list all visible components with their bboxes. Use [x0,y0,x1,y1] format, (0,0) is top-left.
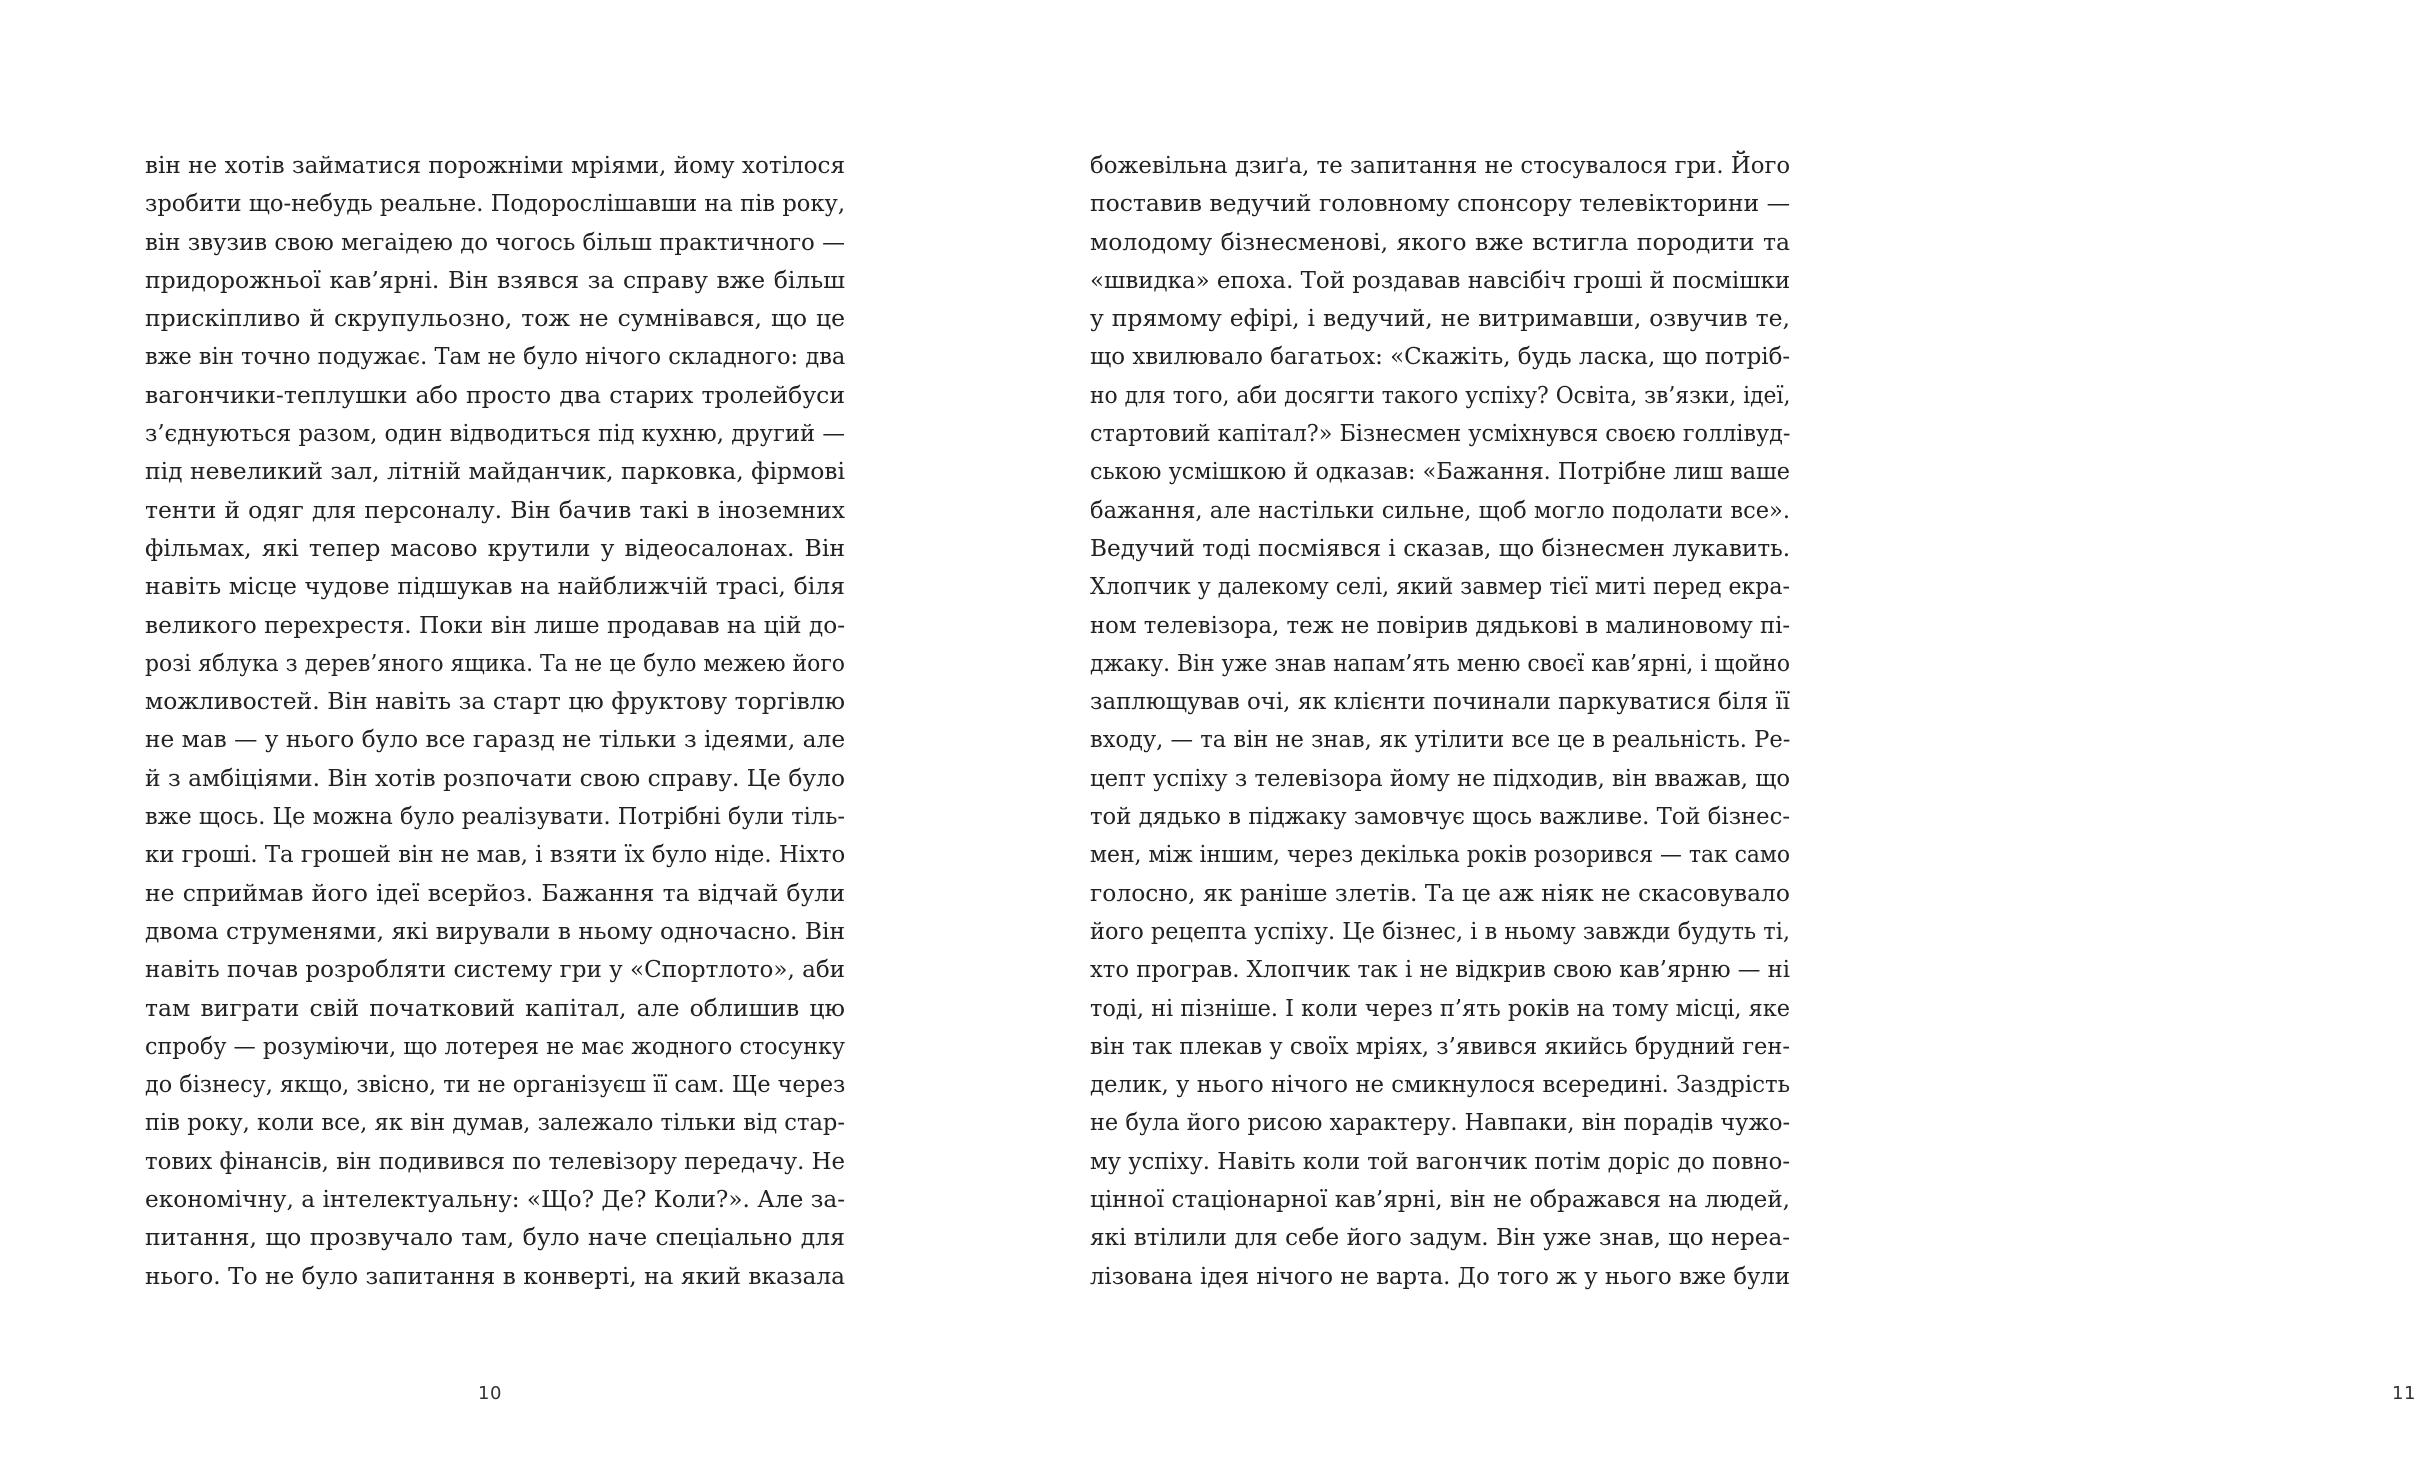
text-line: до бізнесу, якщо, звісно, ти не організуєш її сам. Ще через [145,1070,846,1099]
text-line: зробити що-небудь реальне. Подорослішавши на пів року, [145,189,845,218]
text-line: ською усмішкою й одказав: «Бажання. Потрібне лиш ваше [1090,457,1790,486]
text-line: вагончики-теплушки або просто два старих тролейбуси [145,380,845,409]
left-page-text [145,146,845,1295]
text-line: хто програв. Хлопчик так і не відкрив свою кав’ярню — ні [1090,955,1791,984]
text-line: не була його рисою характеру. Навпаки, він порадів чужо- [1090,1108,1791,1137]
text-line: які втілили для себе його задум. Він уже знав, що нереа- [1090,1223,1790,1252]
text-line: спробу — розуміючи, що лотерея не має жодного стосунку [145,1031,845,1060]
text-line: тенти й одяг для персоналу. Він бачив такі в іноземних [145,495,845,524]
text-line: ки гроші. Та грошей він не мав, і взяти їх було ніде. Ніхто [145,840,846,869]
text-line: він звузив свою мегаідею до чогось більш практичного — [145,227,845,256]
text-line: заплющував очі, як клієнти починали паркуватися біля її [1090,687,1790,716]
text-line: у прямому ефірі, і ведучий, не витримавши, озвучив те, [1090,304,1790,333]
text-line: його рецепта успіху. Це бізнес, і в ньому завжди будуть ті, [1090,916,1790,945]
left-page [0,0,960,1477]
text-line: економічну, а інтелектуальну: «Що? Де? Коли?». Але за- [145,1185,846,1214]
text-line: що хвилювало багатьох: «Скажіть, будь ласка, що потріб- [1090,342,1791,371]
text-line: вже він точно подужає. Там не було нічого складного: два [145,342,846,371]
text-line: стартовий капітал?» Бізнесмен усміхнувся своєю голлівуд- [1090,419,1791,448]
text-line: но для того, аби досягти такого успіху? Освіта, зв’язки, ідеї, [1090,380,1791,409]
page-number: 11 [2392,1383,2416,1404]
text-line: джаку. Він уже знав напам’ять меню своєї кав’ярні, і щойно [1090,648,1790,677]
right-page [960,0,2416,1477]
text-line: той дядько в піджаку замовчує щось важливе. Той бізнес- [1090,802,1790,831]
text-line: під невеликий зал, літній майданчик, парковка, фірмові [145,457,845,486]
page-number: 10 [478,1383,502,1404]
text-line: лізована ідея нічого не варта. До того ж у нього вже були [1090,1261,1790,1290]
text-line: й з амбіціями. Він хотів розпочати свою справу. Це було [145,763,846,792]
text-line: навіть почав розробляти систему гри у «Спортлото», аби [145,955,845,984]
text-line: там виграти свій початковий капітал, але облишив цю [145,993,845,1022]
text-line: входу, — та він не знав, як утілити все це в реальність. Ре- [1090,725,1791,754]
text-line: прискіпливо й скрупульозно, тож не сумнівався, що це [145,304,845,333]
right-page-text [1090,146,1790,1295]
text-line: «швидка» епоха. Той роздавав навсібіч гроші й посмішки [1090,265,1791,294]
text-line: цепт успіху з телевізора йому не підходив, він вважав, що [1090,763,1791,792]
text-line: Ведучий тоді посміявся і сказав, що бізнесмен лукавить. [1090,533,1791,562]
text-line: ном телевізора, теж не повірив дядькові в малиновому пі- [1090,610,1791,639]
text-line: не мав — у нього було все гаразд не тільки з ідеями, але [145,725,846,754]
text-line: розі яблука з дерев’яного ящика. Та не це було межею його [145,648,845,677]
text-line: Хлопчик у далекому селі, який завмер тієї миті перед екра- [1090,572,1791,601]
text-line: він так плекав у своїх мріях, з’явився якийсь брудний ген- [1090,1031,1790,1060]
text-line: тових фінансів, він подивився по телевізору передачу. Не [145,1146,846,1175]
text-line: тоді, ні пізніше. І коли через п’ять років на тому місці, яке [1090,993,1791,1022]
text-line: цінної стаціонарної кав’ярні, він не ображався на людей, [1090,1185,1790,1214]
text-line: му успіху. Навіть коли той вагончик потім доріс до повно- [1090,1146,1790,1175]
text-line: питання, що прозвучало там, було наче спеціально для [145,1223,845,1252]
text-line: божевільна дзиґа, те запитання не стосувалося гри. Його [1090,151,1791,179]
text-line: голосно, як раніше злетів. Та це аж ніяк не скасовувало [1090,878,1790,907]
text-line: пів року, коли все, як він думав, залежало тільки від стар- [145,1108,846,1137]
text-line: не сприймав його ідеї всерйоз. Бажання та відчай були [145,878,845,907]
text-line: поставив ведучий головному спонсору телевікторини — [1090,189,1791,218]
text-line: можливостей. Він навіть за старт цю фруктову торгівлю [145,687,845,716]
text-line: нього. То не було запитання в конверті, на який вказала [145,1261,845,1290]
text-line: мен, між іншим, через декілька років розорився — так само [1090,840,1791,869]
text-line: навіть місце чудове підшукав на найближчій трасі, біля [145,572,845,601]
text-line: делик, у нього нічого не смикнулося всередині. Заздрість [1090,1070,1791,1099]
text-line: придорожньої кав’ярні. Він взявся за справу вже більш [145,265,845,294]
text-line: молодому бізнесменові, якого вже встигла породити та [1090,227,1790,256]
text-line: двома струменями, які вирували в ньому одночасно. Він [145,916,845,945]
text-line: фільмах, які тепер масово крутили у відеосалонах. Він [145,533,845,562]
text-line: з’єднуються разом, один відводиться під кухню, другий — [145,419,845,448]
text-line: вже щось. Це можна було реалізувати. Потрібні були тіль- [145,802,845,831]
text-line: великого перехрестя. Поки він лише продавав на цій до- [145,610,846,639]
text-line: він не хотів займатися порожніми мріями, йому хотілося [145,151,845,179]
text-line: бажання, але настільки сильне, щоб могло подолати все». [1090,495,1790,524]
